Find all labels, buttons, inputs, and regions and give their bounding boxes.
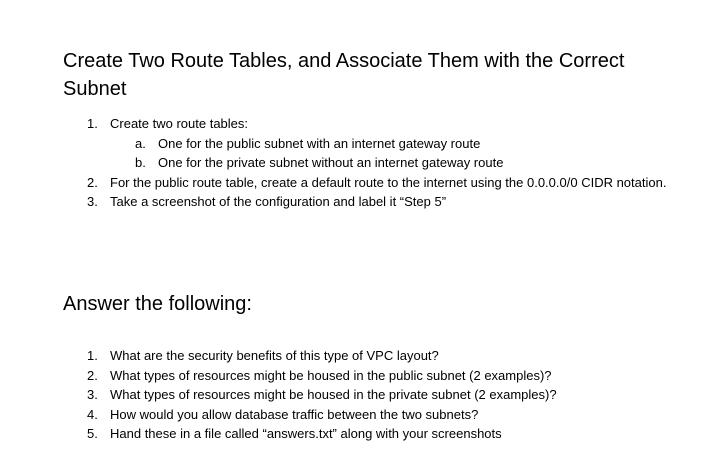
list-item-text: How would you allow database traffic between the two subnets? [110,406,479,422]
list-item [0,405,670,425]
list-item-text: What types of resources might be housed in the private subnet (2 examples)? [110,387,557,402]
list-item-number: 3. [87,194,98,209]
list-item-number: 5. [87,426,98,441]
list-item-number: 4. [87,406,98,422]
list-subitem [0,134,670,154]
list-item-text: What types of resources might be housed in the public subnet (2 examples)? [110,367,552,383]
list-item-text: One for the public subnet with an internet gateway route [158,135,481,151]
list-item-text: Hand these in a file called “answers.txt” along with your screenshots [110,426,502,441]
list-item-number: 1. [87,348,98,363]
list-item-text: Create two route tables: [110,116,249,131]
questions-list [0,346,670,444]
list-item [0,173,670,193]
instructions-list [0,114,670,212]
section-heading-route-tables: Create Two Route Tables, and Associate Them with the Correct Subnet [63,50,625,100]
section-heading-questions: Answer the following: [63,293,252,315]
list-item-number: 1. [87,116,98,131]
list-item [0,114,670,134]
list-subitem [0,153,670,173]
list-item [0,385,670,405]
list-item-letter: a. [135,135,146,151]
list-item [0,192,670,212]
list-item-text: Take a screenshot of the configuration and label it “Step 5” [110,194,447,209]
list-item [0,424,670,444]
list-item [0,366,670,386]
list-item-text: One for the private subnet without an internet gateway route [158,155,504,170]
list-item [0,346,670,366]
list-item-number: 2. [87,367,98,383]
list-item-number: 3. [87,387,98,402]
list-item-letter: b. [135,155,146,170]
list-item-number: 2. [87,174,98,190]
list-item-text: For the public route table, create a default route to the internet using the 0.0.0.0/0 CIDR notation. [110,174,667,190]
list-item-text: What are the security benefits of this type of VPC layout? [110,348,439,363]
